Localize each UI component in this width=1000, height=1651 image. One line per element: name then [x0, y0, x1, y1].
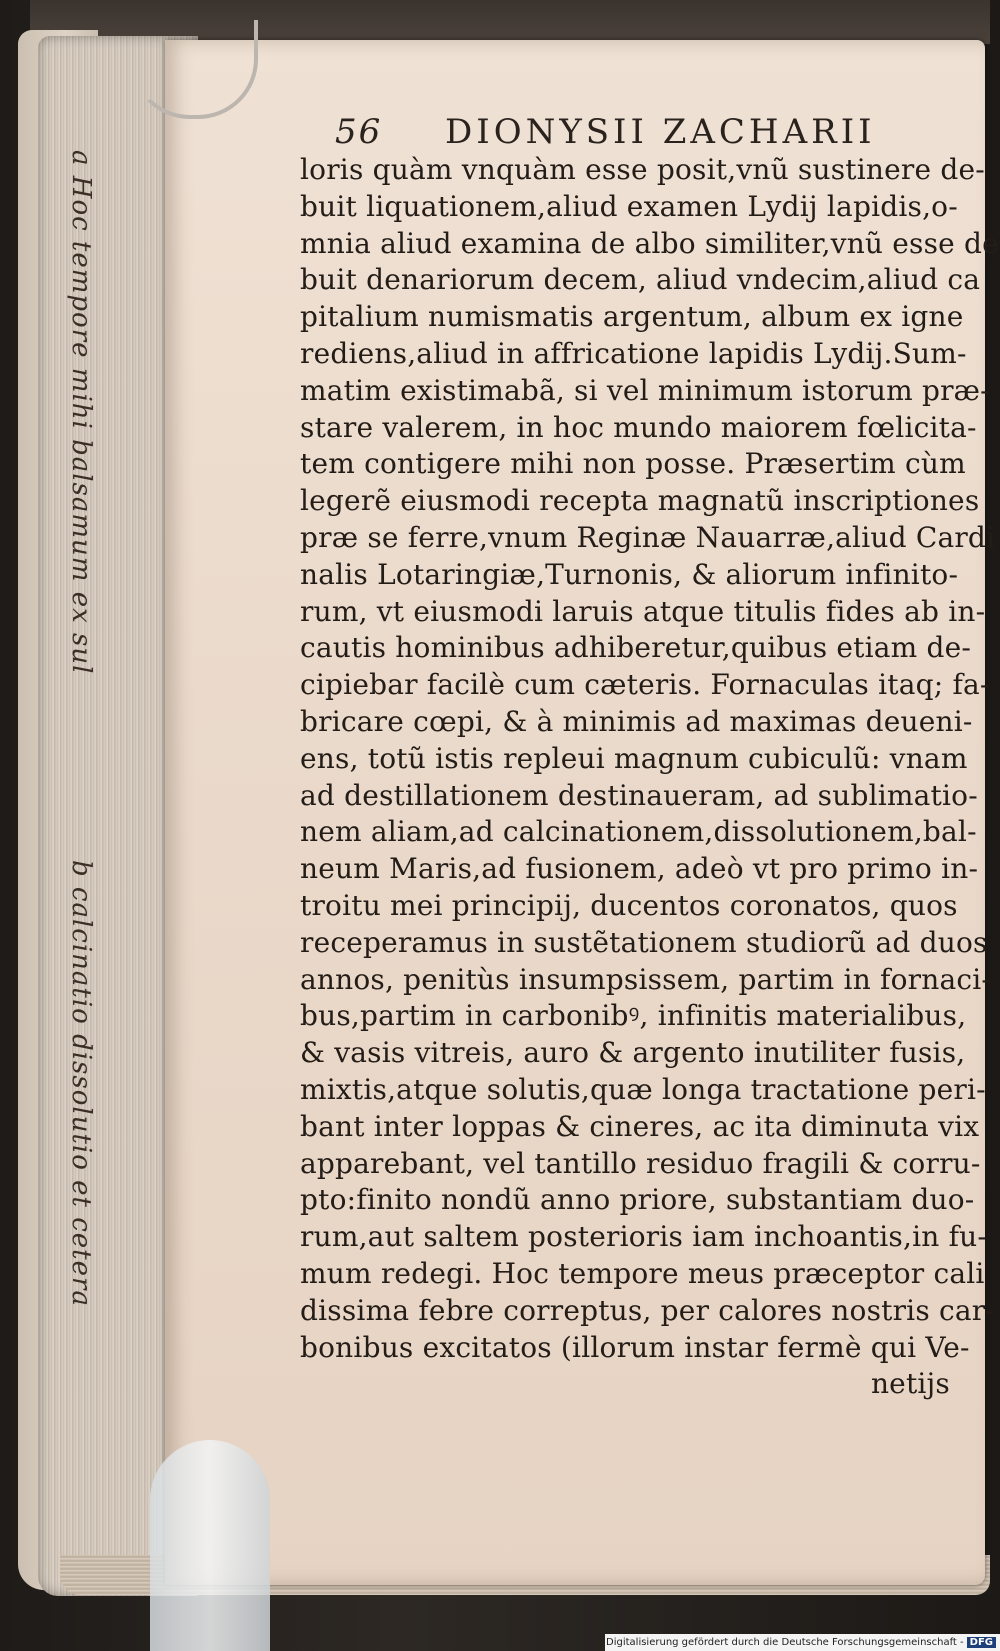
- text-line: pto:finito nondũ anno priore, substantiam duo-: [300, 1183, 975, 1217]
- text-line: mnia aliud examina de albo similiter,vnũ esse de: [300, 226, 999, 260]
- text-line: cautis hominibus adhiberetur,quibus etiam de-: [300, 631, 972, 665]
- text-line: matim existimabã, si vel minimum istorum præ-: [300, 373, 990, 407]
- text-line: apparebant, vel tantillo residuo fragili & corru-: [300, 1146, 981, 1180]
- text-line: rediens,aliud in affricatione lapidis Lydij.Sum-: [300, 336, 967, 370]
- digitization-footer: [605, 1634, 1000, 1651]
- text-line: præ se ferre,vnum Reginæ Nauarræ,aliud Cardi: [300, 520, 996, 554]
- text-line: nalis Lotaringiæ,Turnonis, & aliorum infinito-: [300, 557, 959, 591]
- body-text: [300, 152, 999, 1403]
- text-line: bonibus excitatos (illorum instar fermè qui Ve-: [300, 1330, 970, 1364]
- text-line: cipiebar facilè cum cæteris. Fornaculas itaq; fa-: [300, 668, 990, 702]
- catchword: netijs: [870, 1367, 950, 1401]
- text-line: dissima febre correptus, per calores nostris car-: [300, 1293, 996, 1327]
- page-number: 56: [335, 112, 383, 152]
- text-line: rum, vt eiusmodi laruis atque titulis fides ab in-: [300, 594, 986, 628]
- text-line: buit denariorum decem, aliud vndecim,aliud ca: [300, 263, 981, 297]
- text-line: loris quàm vnquàm esse posit,vnũ sustinere de-: [300, 153, 985, 186]
- text-line: pitalium numismatis argentum, album ex igne: [300, 300, 964, 334]
- text-line: rum,aut saltem posterioris iam inchoantis,in fu-: [300, 1220, 988, 1254]
- margin-note-1: a Hoc tempore mihi balsamum ex sul: [66, 150, 96, 675]
- text-line: troitu mei principij, ducentos coronatos, quos: [300, 888, 958, 922]
- text-line: neum Maris,ad fusionem, adeò vt pro primo in-: [300, 852, 979, 886]
- footer-text: Digitalisierung gefördert durch die Deutsche Forschungsgemeinschaft -: [606, 1637, 964, 1648]
- text-line: tem contigere mihi non posse. Præsertim cùm: [300, 447, 966, 481]
- text-line: legerẽ eiusmodi recepta magnatũ inscriptiones: [300, 484, 980, 518]
- margin-note-2: b calcinatio dissolutio et cetera: [66, 860, 96, 1307]
- text-line: mum redegi. Hoc tempore meus præceptor cali: [300, 1256, 985, 1290]
- text-line: nem aliam,ad calcinationem,dissolutionem,bal-: [300, 815, 977, 849]
- text-line: annos, penitùs insumpsissem, partim in fornaci-: [300, 962, 992, 996]
- text-line: bus,partim in carbonibꝰ, infinitis materialibus,: [300, 999, 967, 1033]
- text-line: mixtis,atque solutis,quæ longa tractatione peri-: [300, 1072, 986, 1106]
- text-line: ens, totũ istis repleui magnum cubiculũ: vnam: [300, 741, 968, 775]
- running-head: DIONYSII ZACHARII: [445, 112, 876, 152]
- text-line: buit liquationem,aliud examen Lydij lapidis,o-: [300, 189, 958, 223]
- text-line: stare valerem, in hoc mundo maiorem fœlicita-: [300, 410, 977, 444]
- text-line: bricare cœpi, & à minimis ad maximas deueni-: [300, 704, 973, 738]
- text-line: ad destillationem destinaueram, ad sublimatio-: [300, 778, 978, 812]
- text-line: bant inter loppas & cineres, ac ita diminuta vix: [300, 1109, 980, 1143]
- text-line: & vasis vitreis, auro & argento inutiliter fusis,: [300, 1036, 966, 1070]
- dfg-logo: DFG: [967, 1637, 996, 1648]
- thumb-holder: [150, 1440, 270, 1651]
- text-line: receperamus in sustẽtationem studiorũ ad duos: [300, 925, 988, 959]
